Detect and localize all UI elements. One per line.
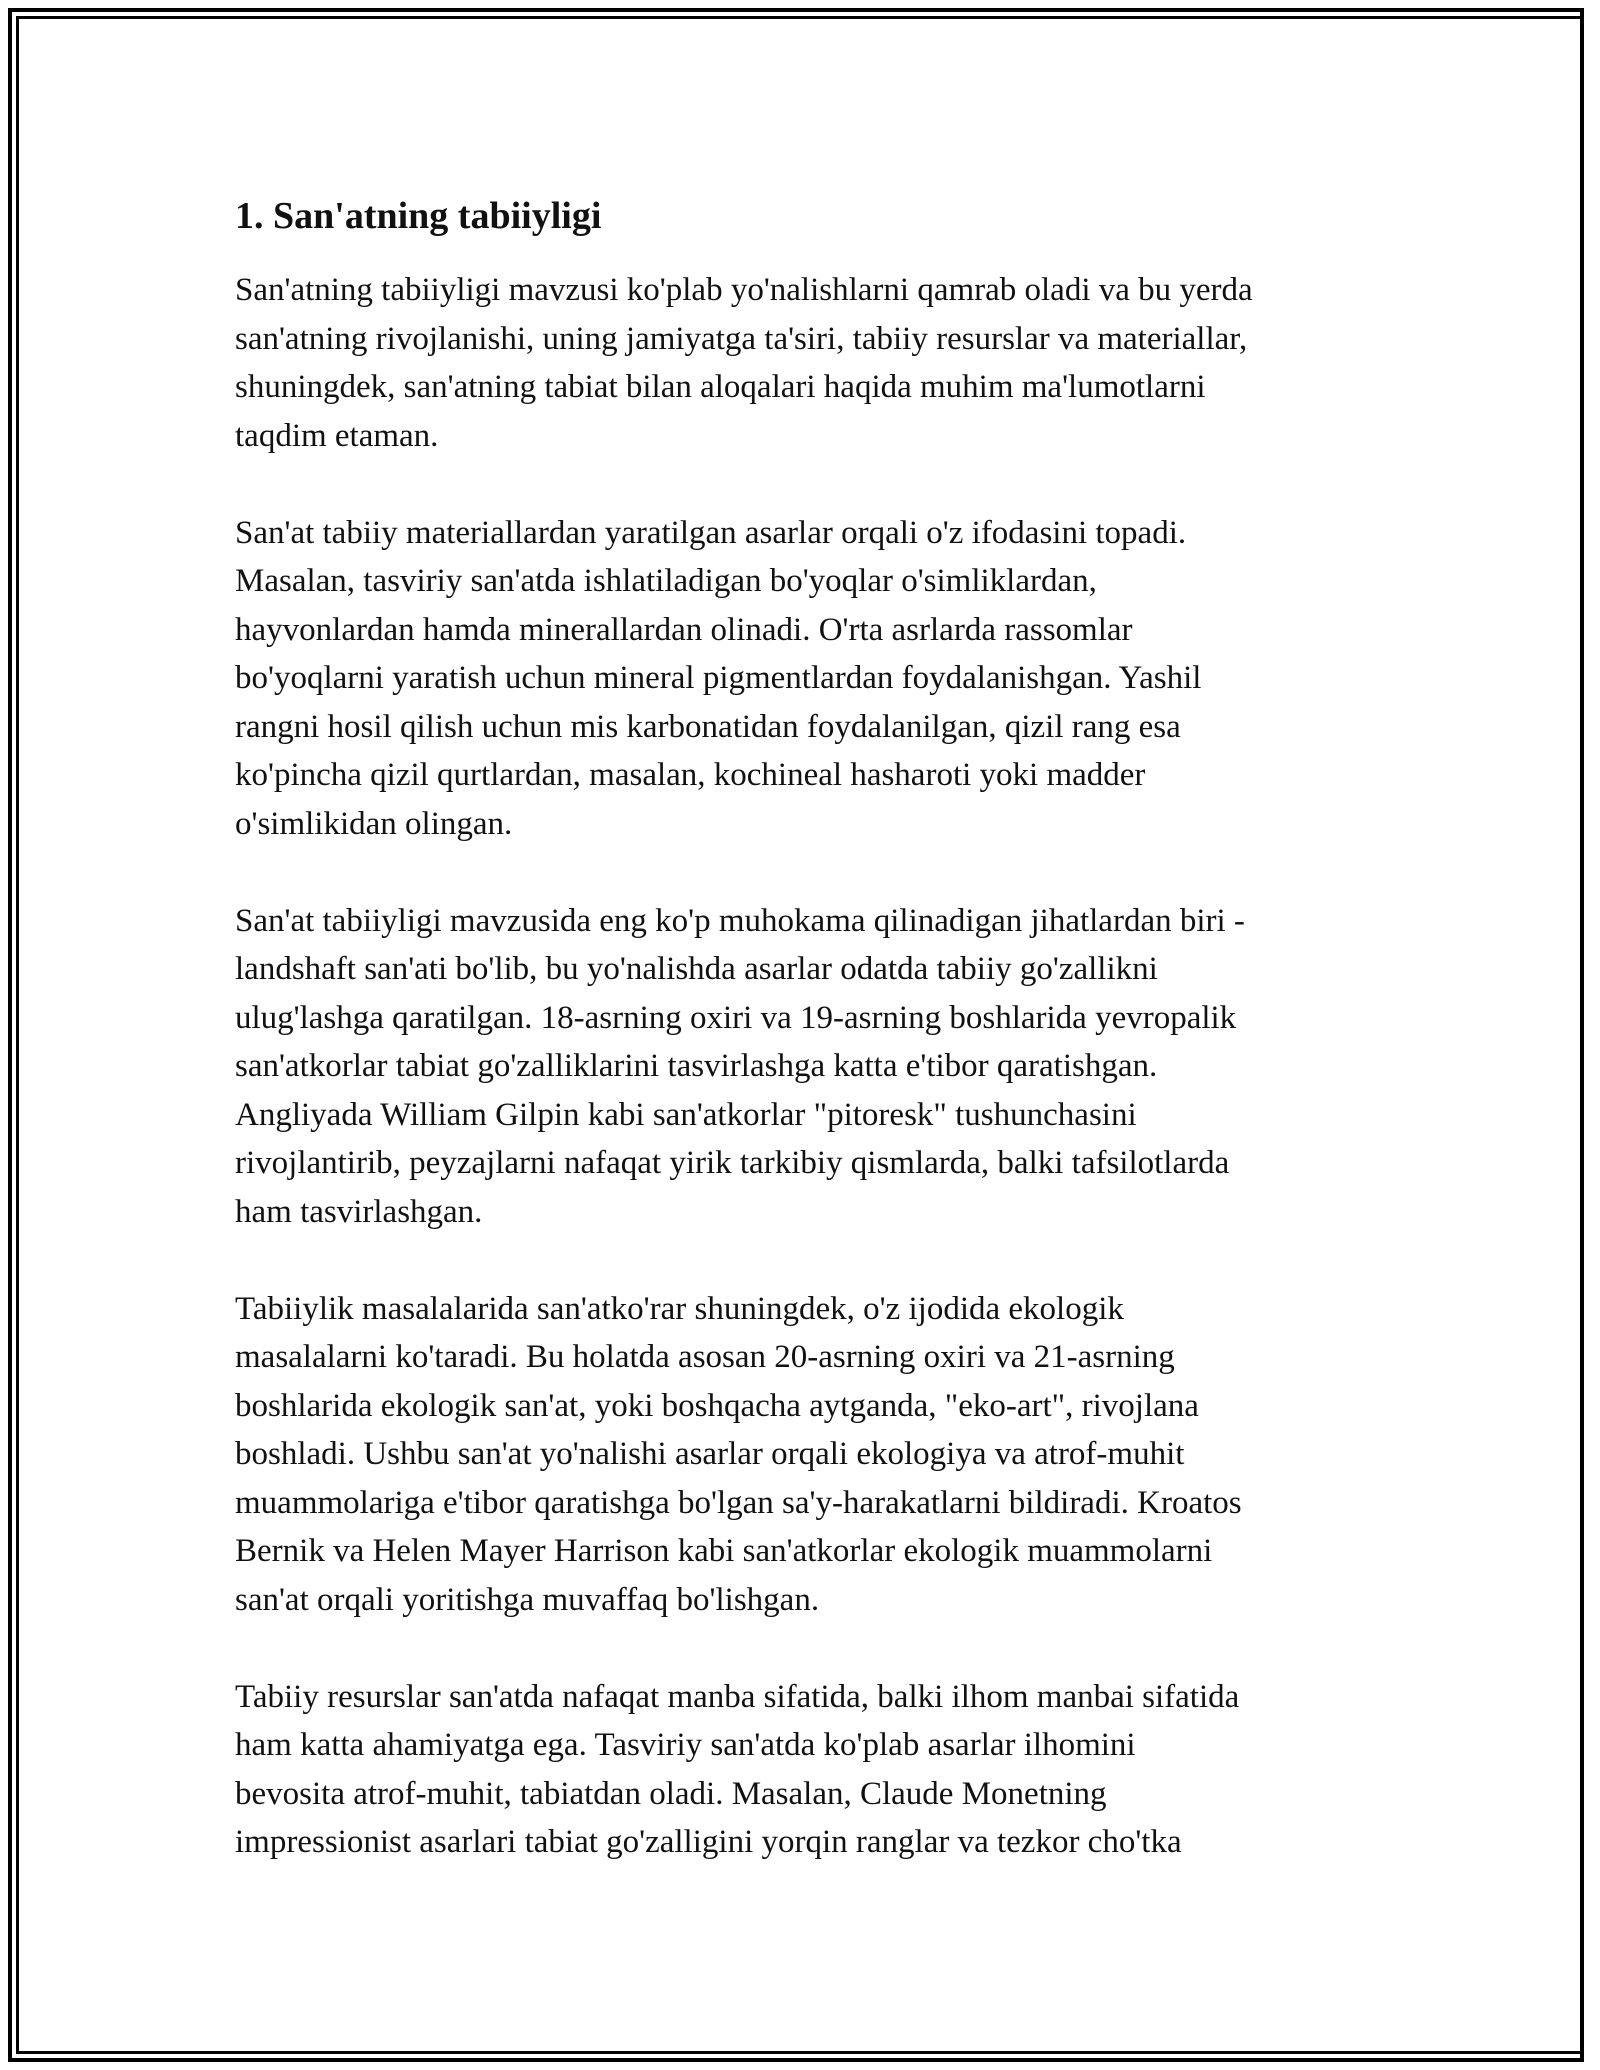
document-body: [235, 184, 1375, 1867]
section-heading: 1. San'atning tabiiyligi: [235, 195, 602, 237]
paragraph-natural-resources: Tabiiy resurslar san'atda nafaqat manba sifatida, balki ilhom manbai sifatida ham katta ahamiyatga ega. Tasviriy san'atda ko'plab asarlar ilhomini bevosita atrof-muhit, tabiatdan oladi. Masalan, Claude Monetning impressionist asarlari tabiat go'zalligini yorqin ranglar va tezkor cho'tka: [235, 1678, 1240, 1860]
paragraph-eco-art: Tabiiylik masalalarida san'atko'rar shuningdek, o'z ijodida ekologik masalalarni ko'taradi. Bu holatda asosan 20-asrning oxiri va 21-asrning boshlarida ekologik san'at, yoki boshqacha aytganda, "eko-art", rivojlana boshladi. Ushbu san'at yo'nalishi asarlar orqali ekologiya va atrof-muhit muammolariga e'tibor qaratishga bo'lgan sa'y-harakatlarni bildiradi. Kroatos Bernik va Helen Mayer Harrison kabi san'atkorlar ekologik muammolarni san'at orqali yoritishga muvaffaq bo'lishgan.: [235, 1290, 1242, 1618]
paragraph-natural-materials: San'at tabiiy materiallardan yaratilgan asarlar orqali o'z ifodasini topadi. Masalan, tasviriy san'atda ishlatiladigan bo'yoqlar o'simliklardan, hayvonlardan hamda minerallardan olinadi. O'rta asrlarda rassomlar bo'yoqlarni yaratish uchun mineral pigmentlardan foydalanishgan. Yashil rangni hosil qilish uchun mis karbonatidan foydalanilgan, qizil rang esa ko'pincha qizil qurtlardan, masalan, kochineal hasharoti yoki madder o'simlikidan olingan.: [235, 514, 1202, 842]
paragraph-landscape-art: San'at tabiiyligi mavzusida eng ko'p muhokama qilinadigan jihatlardan biri - landshaft san'ati bo'lib, bu yo'nalishda asarlar odatda tabiiy go'zallikni ulug'lashga qaratilgan. 18-asrning oxiri va 19-asrning boshlarida yevropalik san'atkorlar tabiat go'zalliklarini tasvirlashga katta e'tibor qaratishgan. Angliyada William Gilpin kabi san'atkorlar "pitoresk" tushunchasini rivojlantirib, peyzajlarni nafaqat yirik tarkibiy qismlarda, balki tafsilotlarda ham tasvirlashgan.: [235, 902, 1245, 1230]
paragraph-intro: San'atning tabiiyligi mavzusi ko'plab yo'nalishlarni qamrab oladi va bu yerda san'atning rivojlanishi, uning jamiyatga ta'siri, tabiiy resurslar va materiallar, shuningdek, san'atning tabiat bilan aloqalari haqida muhim ma'lumotlarni taqdim etaman.: [235, 272, 1253, 454]
